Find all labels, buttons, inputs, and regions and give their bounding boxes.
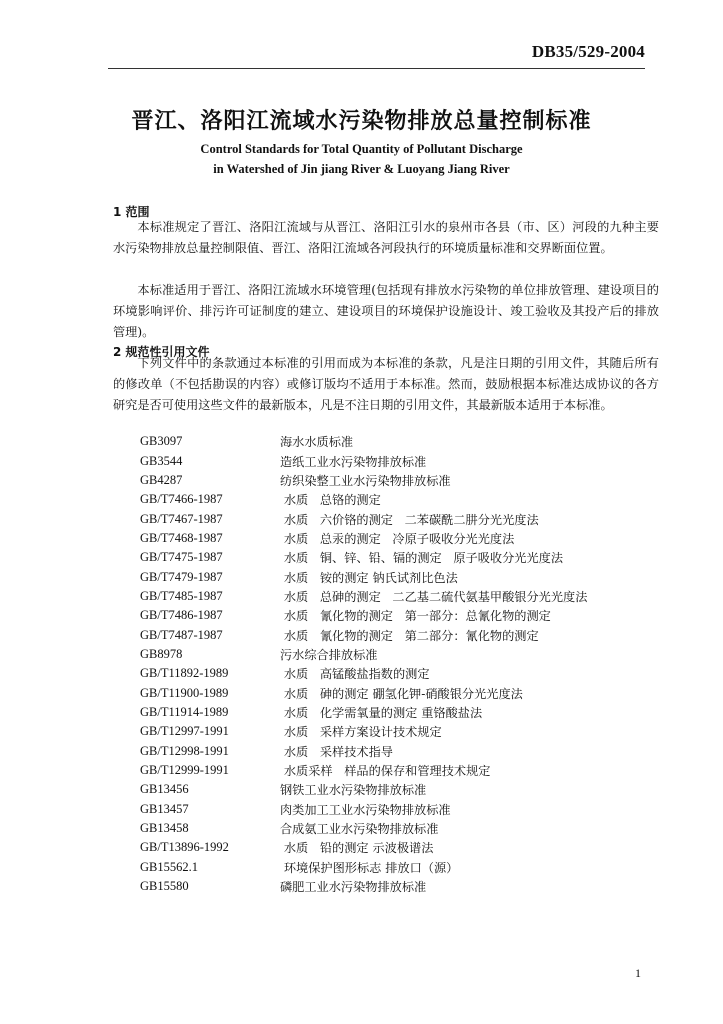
reference-row xyxy=(140,780,587,799)
reference-code: GB13457 xyxy=(140,801,189,816)
reference-title: 水质 六价铬的测定 二苯碳酰二肼分光光度法 xyxy=(280,512,539,527)
page-number: 1 xyxy=(635,966,641,980)
reference-code: GB/T7475-1987 xyxy=(140,550,223,565)
reference-row xyxy=(140,722,587,741)
reference-title: 水质 铵的测定 钠氏试剂比色法 xyxy=(280,570,458,585)
reference-row xyxy=(140,664,587,683)
reference-row xyxy=(140,509,587,528)
reference-title: 水质 砷的测定 硼氢化钾-硝酸银分光光度法 xyxy=(280,686,523,701)
reference-code: GB/T7485-1987 xyxy=(140,588,223,603)
reference-title: 水质 总汞的测定 冷原子吸收分光光度法 xyxy=(280,531,515,546)
reference-row xyxy=(140,683,587,702)
reference-row xyxy=(140,567,587,586)
reference-title: 水质 氰化物的测定 第二部分：氰化物的测定 xyxy=(280,628,539,643)
reference-title: 水质采样 样品的保存和管理技术规定 xyxy=(280,764,491,779)
reference-code: GB/T7486-1987 xyxy=(140,608,223,623)
section-2-paragraph-1: 下列文件中的条款通过本标准的引用而成为本标准的条款，凡是注日期的引用文件，其随后所有的修改单（不包括勘误的内容）或修订版均不适用于本标准。然而，鼓励根据本标准达成协议的各方研究是否可使用这些文件的最新版本，凡是不注日期的引用文件，其最新版本适用于本标准。 xyxy=(113,356,659,412)
reference-list xyxy=(140,432,587,896)
reference-code: GB/T12999-1991 xyxy=(140,763,229,778)
reference-code: GB/T12997-1991 xyxy=(140,724,229,739)
reference-code: GB/T11900-1989 xyxy=(140,685,229,700)
english-title-line-2: in Watershed of Jin jiang River & Luoyang Jiang River xyxy=(213,162,510,176)
reference-row xyxy=(140,490,587,509)
reference-code: GB3097 xyxy=(140,434,183,449)
reference-code: GB13456 xyxy=(140,782,189,797)
reference-title: 海水水质标准 xyxy=(280,435,354,450)
reference-row xyxy=(140,432,587,451)
reference-row xyxy=(140,471,587,490)
reference-title: 纺织染整工业水污染物排放标准 xyxy=(280,473,451,488)
reference-row xyxy=(140,761,587,780)
reference-title: 水质 采样方案设计技术规定 xyxy=(280,725,442,740)
reference-code: GB/T7487-1987 xyxy=(140,627,223,642)
reference-title: 造纸工业水污染物排放标准 xyxy=(280,454,427,469)
reference-row xyxy=(140,819,587,838)
document-title: 晋江、洛阳江流域水污染物排放总量控制标准 xyxy=(131,109,592,134)
reference-title: 肉类加工工业水污染物排放标准 xyxy=(280,802,451,817)
reference-code: GB/T11914-1989 xyxy=(140,704,229,719)
reference-title: 水质 氰化物的测定 第一部分：总氰化物的测定 xyxy=(280,609,551,624)
reference-title: 污水综合排放标准 xyxy=(280,647,378,662)
reference-title: 磷肥工业水污染物排放标准 xyxy=(280,880,427,895)
reference-title: 水质 高锰酸盐指数的测定 xyxy=(280,667,430,682)
reference-row xyxy=(140,703,587,722)
reference-title: 水质 总铬的测定 xyxy=(280,493,381,508)
english-title-line-1: Control Standards for Total Quantity of Pollutant Discharge xyxy=(200,142,523,156)
reference-title: 环境保护图形标志 排放口（源） xyxy=(280,860,459,875)
reference-code: GB/T11892-1989 xyxy=(140,666,229,681)
reference-title: 合成氨工业水污染物排放标准 xyxy=(280,822,439,837)
reference-code: GB/T7468-1987 xyxy=(140,530,223,545)
reference-code: GB/T13896-1992 xyxy=(140,840,229,855)
reference-code: GB/T7479-1987 xyxy=(140,569,223,584)
reference-code: GB4287 xyxy=(140,472,183,487)
reference-row xyxy=(140,877,587,896)
reference-row xyxy=(140,548,587,567)
reference-row xyxy=(140,858,587,877)
reference-row xyxy=(140,800,587,819)
reference-code: GB/T12998-1991 xyxy=(140,743,229,758)
reference-row xyxy=(140,606,587,625)
reference-row xyxy=(140,742,587,761)
section-2-heading: 2 规范性引用文件 xyxy=(113,345,210,359)
reference-code: GB3544 xyxy=(140,453,183,468)
reference-row xyxy=(140,529,587,548)
reference-code: GB8978 xyxy=(140,646,183,661)
section-1-paragraph-1: 本标准规定了晋江、洛阳江流域与从晋江、洛阳江引水的泉州市各县（市、区）河段的九种主要水污染物排放总量控制限值、晋江、洛阳江流域各河段执行的环境质量标准和交界断面位置。 xyxy=(113,220,659,255)
reference-title: 水质 采样技术指导 xyxy=(280,744,393,759)
reference-row xyxy=(140,645,587,664)
reference-row xyxy=(140,451,587,470)
header-rule xyxy=(108,68,645,69)
reference-title: 钢铁工业水污染物排放标准 xyxy=(280,783,427,798)
reference-row xyxy=(140,587,587,606)
reference-title: 水质 铅的测定 示波极谱法 xyxy=(280,841,434,856)
reference-code: GB15562.1 xyxy=(140,859,198,874)
reference-code: GB13458 xyxy=(140,821,189,836)
reference-code: GB/T7466-1987 xyxy=(140,492,223,507)
section-1-paragraph-2: 本标准适用于晋江、洛阳江流域水环境管理(包括现有排放水污染物的单位排放管理、建设项目的环境影响评价、排污许可证制度的建立、建设项目的环境保护设施设计、竣工验收及其投产后的排放管理)。 xyxy=(113,283,659,339)
reference-title: 水质 总砷的测定 二乙基二硫代氨基甲酸银分光光度法 xyxy=(280,589,588,604)
reference-title: 水质 化学需氧量的测定 重铬酸盐法 xyxy=(280,705,483,720)
document-code: DB35/529-2004 xyxy=(531,42,645,61)
reference-row xyxy=(140,625,587,644)
reference-row xyxy=(140,838,587,857)
reference-code: GB/T7467-1987 xyxy=(140,511,223,526)
reference-code: GB15580 xyxy=(140,879,189,894)
section-1-heading: 1 范围 xyxy=(113,205,150,219)
reference-title: 水质 铜、锌、铅、镉的测定 原子吸收分光光度法 xyxy=(280,551,564,566)
